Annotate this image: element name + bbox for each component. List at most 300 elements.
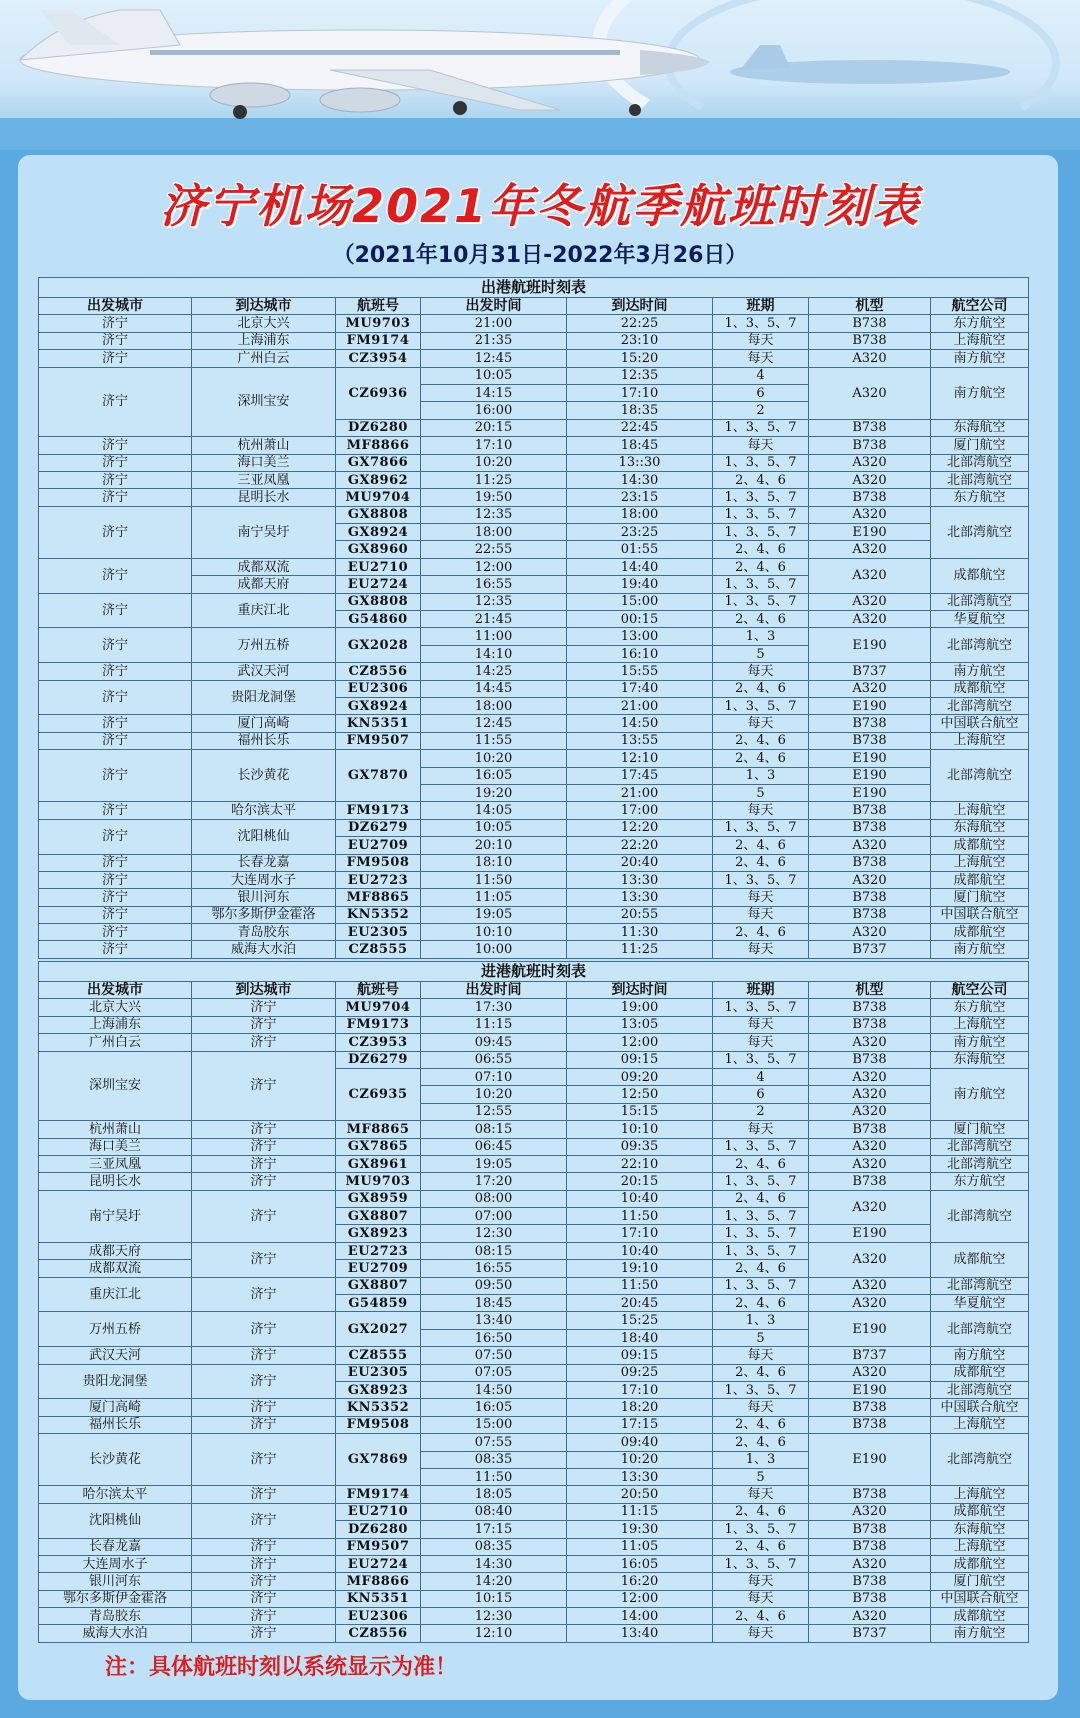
flight-cell: CZ8556 [336, 1625, 421, 1642]
flight-cell: 16:55 [421, 1260, 567, 1277]
flight-cell: 南方航空 [931, 1068, 1029, 1120]
flight-cell: A320 [809, 1242, 931, 1277]
flight-cell: 贵阳龙洞堡 [192, 680, 336, 715]
flight-cell: 1、3、5、7 [713, 576, 809, 593]
flight-row [39, 1573, 1029, 1590]
flight-cell: 北部湾航空 [931, 750, 1029, 802]
flight-cell: 济宁 [192, 1625, 336, 1642]
flight-cell: B738 [809, 332, 931, 349]
flight-cell: 13:55 [567, 732, 713, 749]
flight-cell: 15:00 [421, 1416, 567, 1433]
flight-cell: 每天 [713, 1034, 809, 1051]
flight-cell: 每天 [713, 663, 809, 680]
flight-cell: 14:05 [421, 802, 567, 819]
flight-cell: 济宁 [39, 332, 192, 349]
flight-row [39, 593, 1029, 610]
flight-cell: A320 [809, 1364, 931, 1381]
flight-cell: 14:30 [567, 471, 713, 488]
flight-cell: 上海航空 [931, 1486, 1029, 1503]
flight-cell: 16:50 [421, 1329, 567, 1346]
flight-cell: 12:00 [567, 1590, 713, 1607]
flight-cell: 万州五桥 [192, 628, 336, 663]
flight-cell: DZ6279 [336, 1051, 421, 1068]
flight-cell: B738 [809, 732, 931, 749]
flight-cell: 08:40 [421, 1503, 567, 1520]
flight-cell: E190 [809, 1434, 931, 1486]
flight-cell: 22:45 [567, 419, 713, 436]
flight-cell: 2、4、6 [713, 1538, 809, 1555]
flight-row [39, 854, 1029, 871]
flight-cell: GX8960 [336, 541, 421, 558]
flight-cell: EU2724 [336, 576, 421, 593]
flight-cell: 09:35 [567, 1138, 713, 1155]
departures-table [38, 277, 1029, 959]
flight-row [39, 871, 1029, 888]
flight-cell: 20:15 [421, 419, 567, 436]
flight-cell: CZ8556 [336, 663, 421, 680]
flight-cell: 10:05 [421, 367, 567, 384]
flight-cell: 济宁 [39, 871, 192, 888]
flight-cell: GX2027 [336, 1312, 421, 1347]
flight-cell: A320 [809, 871, 931, 888]
flight-cell: 北部湾航空 [931, 1138, 1029, 1155]
flight-cell: 东方航空 [931, 489, 1029, 506]
flight-cell: 1、3、5、7 [713, 999, 809, 1016]
flight-cell: 中国联合航空 [931, 1590, 1029, 1607]
flight-cell: 每天 [713, 1573, 809, 1590]
flight-cell: 济宁 [39, 889, 192, 906]
flight-cell: 07:50 [421, 1347, 567, 1364]
flight-cell: 13:30 [567, 1468, 713, 1485]
flight-cell: B738 [809, 1538, 931, 1555]
flight-cell: 21:45 [421, 611, 567, 628]
flight-cell: A320 [809, 454, 931, 471]
flight-cell: CZ6935 [336, 1068, 421, 1120]
flight-row [39, 367, 1029, 384]
flight-cell: 21:00 [567, 784, 713, 801]
flight-cell: 22:55 [421, 541, 567, 558]
flight-cell: FM9507 [336, 732, 421, 749]
flight-cell: 15:55 [567, 663, 713, 680]
flight-cell: E190 [809, 750, 931, 767]
flight-cell: 济宁 [192, 1173, 336, 1190]
flight-cell: A320 [809, 350, 931, 367]
flight-cell: A320 [809, 367, 931, 419]
flight-cell: 09:25 [567, 1364, 713, 1381]
flight-cell: E190 [809, 628, 931, 663]
flight-cell: 济宁 [192, 1016, 336, 1033]
flight-cell: 13:30 [567, 889, 713, 906]
flight-cell: 贵阳龙洞堡 [39, 1364, 192, 1399]
flight-cell: 10:40 [567, 1242, 713, 1259]
arrivals-header-row [39, 982, 1029, 999]
flight-row [39, 1034, 1029, 1051]
flight-cell: 东海航空 [931, 419, 1029, 436]
flight-cell: A320 [809, 1138, 931, 1155]
col-header: 到达时间 [567, 982, 713, 999]
flight-cell: 中国联合航空 [931, 1399, 1029, 1416]
flight-cell: E190 [809, 767, 931, 784]
flight-cell: 济宁 [39, 367, 192, 437]
flight-cell: EU2723 [336, 1242, 421, 1259]
flight-row [39, 1347, 1029, 1364]
flight-cell: 上海航空 [931, 802, 1029, 819]
flight-cell: 2、4、6 [713, 1295, 809, 1312]
flight-cell: 07:55 [421, 1434, 567, 1451]
flight-row [39, 1173, 1029, 1190]
flight-cell: 12:10 [567, 750, 713, 767]
flight-cell: 成都航空 [931, 1364, 1029, 1381]
flight-cell: B738 [809, 1416, 931, 1433]
flight-cell: 东海航空 [931, 1521, 1029, 1538]
flight-cell: 万州五桥 [39, 1312, 192, 1347]
flight-cell: 济宁 [192, 1121, 336, 1138]
flight-cell: 每天 [713, 437, 809, 454]
flight-cell: 11:05 [421, 889, 567, 906]
flight-cell: 济宁 [39, 628, 192, 663]
flight-cell: 22:20 [567, 837, 713, 854]
flight-cell: EU2723 [336, 871, 421, 888]
flight-cell: 每天 [713, 715, 809, 732]
flight-cell: 每天 [713, 1399, 809, 1416]
flight-cell: 华夏航空 [931, 611, 1029, 628]
flight-cell: 18:10 [421, 854, 567, 871]
flight-cell: 济宁 [39, 854, 192, 871]
flight-row [39, 941, 1029, 958]
flight-row [39, 750, 1029, 767]
flight-cell: B738 [809, 419, 931, 436]
flight-row [39, 1121, 1029, 1138]
flight-cell: 16:00 [421, 402, 567, 419]
flight-cell: 18:45 [421, 1295, 567, 1312]
col-header: 班期 [713, 298, 809, 315]
flight-cell: 上海航空 [931, 732, 1029, 749]
airport-banner [0, 0, 1080, 150]
flight-cell: 08:15 [421, 1242, 567, 1259]
flight-cell: 济宁 [192, 1555, 336, 1572]
flight-cell: 每天 [713, 1121, 809, 1138]
col-header: 班期 [713, 982, 809, 999]
flight-row [39, 1434, 1029, 1451]
flight-cell: CZ8555 [336, 941, 421, 958]
flight-cell: DZ6280 [336, 419, 421, 436]
col-header: 航班号 [336, 298, 421, 315]
flight-cell: 12:45 [421, 350, 567, 367]
flight-cell: MU9703 [336, 1173, 421, 1190]
flight-cell: 20:50 [567, 1486, 713, 1503]
flight-cell: B738 [809, 489, 931, 506]
flight-cell: 济宁 [39, 593, 192, 628]
flight-cell: 2 [713, 1103, 809, 1120]
flight-cell: GX8924 [336, 697, 421, 714]
flight-cell: 成都双流 [192, 558, 336, 575]
flight-cell: 2、4、6 [713, 732, 809, 749]
flight-cell: 18:35 [567, 402, 713, 419]
flight-cell: 成都航空 [931, 558, 1029, 593]
flight-cell: 12:00 [567, 1034, 713, 1051]
flight-cell: 南宁吴圩 [39, 1190, 192, 1242]
flight-cell: 济宁 [192, 999, 336, 1016]
flight-cell: 北部湾航空 [931, 1277, 1029, 1294]
airplane-icon [0, 0, 1080, 150]
flight-cell: 东海航空 [931, 1051, 1029, 1068]
flight-cell: 10:15 [421, 1590, 567, 1607]
flight-cell: 14:20 [421, 1573, 567, 1590]
flight-cell: MU9704 [336, 999, 421, 1016]
flight-cell: B738 [809, 1590, 931, 1607]
flight-cell: 09:40 [567, 1434, 713, 1451]
flight-row [39, 1051, 1029, 1068]
flight-cell: 17:10 [567, 1225, 713, 1242]
flight-cell: GX8959 [336, 1190, 421, 1207]
col-header: 出发城市 [39, 298, 192, 315]
flight-cell: 南方航空 [931, 1034, 1029, 1051]
flight-cell: 北部湾航空 [931, 471, 1029, 488]
flight-cell: 17:15 [421, 1521, 567, 1538]
flight-cell: 中国联合航空 [931, 715, 1029, 732]
flight-cell: 1、3、5、7 [713, 1225, 809, 1242]
flight-cell: 10:20 [421, 1086, 567, 1103]
flight-cell: A320 [809, 1608, 931, 1625]
flight-cell: 10:40 [567, 1190, 713, 1207]
flight-cell: B738 [809, 1573, 931, 1590]
flight-cell: 2、4、6 [713, 680, 809, 697]
flight-cell: A320 [809, 1068, 931, 1085]
flight-cell: 09:50 [421, 1277, 567, 1294]
flight-cell: FM9173 [336, 1016, 421, 1033]
flight-cell: 00:15 [567, 611, 713, 628]
flight-cell: B737 [809, 1625, 931, 1642]
flight-cell: 青岛胶东 [192, 924, 336, 941]
flight-cell: 06:55 [421, 1051, 567, 1068]
flight-cell: E190 [809, 1225, 931, 1242]
flight-cell: 1、3、5、7 [713, 315, 809, 332]
flight-cell: 18:00 [567, 506, 713, 523]
flight-cell: 08:00 [421, 1190, 567, 1207]
flight-cell: 07:10 [421, 1068, 567, 1085]
flight-cell: 09:15 [567, 1347, 713, 1364]
flight-cell: 济宁 [39, 715, 192, 732]
flight-cell: 11:15 [567, 1503, 713, 1520]
flight-cell: 2、4、6 [713, 1155, 809, 1172]
flight-cell: MF8865 [336, 889, 421, 906]
flight-cell: GX7870 [336, 750, 421, 802]
flight-cell: 06:45 [421, 1138, 567, 1155]
flight-cell: MF8866 [336, 437, 421, 454]
flight-cell: 15:15 [567, 1103, 713, 1120]
flight-cell: 鄂尔多斯伊金霍洛 [192, 906, 336, 923]
flight-cell: B738 [809, 1486, 931, 1503]
flight-cell: 17:10 [567, 1381, 713, 1398]
flight-cell: 中国联合航空 [931, 906, 1029, 923]
flight-cell: 1、3、5、7 [713, 419, 809, 436]
flight-cell: 13:00 [567, 628, 713, 645]
flight-cell: 20:40 [567, 854, 713, 871]
flight-cell: 19:00 [567, 999, 713, 1016]
flight-cell: 17:40 [567, 680, 713, 697]
flight-cell: 2、4、6 [713, 1608, 809, 1625]
flight-cell: 2、4、6 [713, 611, 809, 628]
flight-row [39, 332, 1029, 349]
flight-cell: 01:55 [567, 541, 713, 558]
flight-cell: GX8807 [336, 1208, 421, 1225]
flight-cell: 济宁 [192, 1399, 336, 1416]
flight-cell: B738 [809, 802, 931, 819]
flight-cell: 19:30 [567, 1521, 713, 1538]
flight-cell: 17:15 [567, 1416, 713, 1433]
flight-cell: 17:20 [421, 1173, 567, 1190]
flight-cell: 14:00 [567, 1608, 713, 1625]
flight-cell: 厦门航空 [931, 889, 1029, 906]
flight-cell: 济宁 [39, 924, 192, 941]
flight-cell: E190 [809, 524, 931, 541]
flight-cell: GX8808 [336, 506, 421, 523]
flight-cell: MU9704 [336, 489, 421, 506]
flight-cell: 济宁 [192, 1155, 336, 1172]
flight-cell: 1、3、5、7 [713, 819, 809, 836]
flight-cell: 济宁 [39, 437, 192, 454]
flight-cell: 每天 [713, 350, 809, 367]
flight-cell: 济宁 [192, 1347, 336, 1364]
flight-cell: 北部湾航空 [931, 628, 1029, 663]
flight-cell: 济宁 [192, 1364, 336, 1399]
flight-row [39, 1242, 1029, 1259]
flight-cell: 上海航空 [931, 854, 1029, 871]
flight-cell: 2、4、6 [713, 837, 809, 854]
flight-cell: 成都航空 [931, 1503, 1029, 1520]
flight-cell: 厦门航空 [931, 437, 1029, 454]
flight-cell: 济宁 [39, 819, 192, 854]
footnote: 注：具体航班时刻以系统显示为准！ [105, 1655, 458, 1680]
flight-cell: KN5351 [336, 1590, 421, 1607]
flight-cell: 5 [713, 1468, 809, 1485]
flight-cell: CZ3954 [336, 350, 421, 367]
flight-cell: 威海大水泊 [39, 1625, 192, 1642]
flight-cell: 每天 [713, 1347, 809, 1364]
flight-cell: A320 [809, 471, 931, 488]
flight-row [39, 1555, 1029, 1572]
flight-cell: 19:50 [421, 489, 567, 506]
flight-cell: 武汉天河 [192, 663, 336, 680]
flight-cell: 成都双流 [39, 1260, 192, 1277]
flight-cell: 深圳宝安 [192, 367, 336, 437]
flight-cell: 济宁 [192, 1503, 336, 1538]
flight-cell: 07:05 [421, 1364, 567, 1381]
flight-cell: B738 [809, 1521, 931, 1538]
flight-cell: 济宁 [39, 906, 192, 923]
flight-cell: 每天 [713, 889, 809, 906]
flight-cell: A320 [809, 924, 931, 941]
flight-cell: A320 [809, 1277, 931, 1294]
flight-cell: A320 [809, 1295, 931, 1312]
flight-cell: 19:10 [567, 1260, 713, 1277]
col-header: 航空公司 [931, 298, 1029, 315]
flight-row [39, 1503, 1029, 1520]
flight-cell: KN5352 [336, 1399, 421, 1416]
flight-cell: 11:00 [421, 628, 567, 645]
flight-cell: 北部湾航空 [931, 506, 1029, 558]
flight-cell: 2、4、6 [713, 1260, 809, 1277]
flight-row [39, 1399, 1029, 1416]
flight-cell: 1、3 [713, 1312, 809, 1329]
flight-cell: 17:45 [567, 767, 713, 784]
flight-cell: 三亚凤凰 [192, 471, 336, 488]
flight-row [39, 802, 1029, 819]
flight-cell: EU2305 [336, 1364, 421, 1381]
flight-cell: 厦门航空 [931, 1573, 1029, 1590]
flight-cell: 14:30 [421, 1555, 567, 1572]
flight-cell: GX7866 [336, 454, 421, 471]
flight-cell: 每天 [713, 906, 809, 923]
flight-cell: E190 [809, 1381, 931, 1398]
flight-cell: 1、3、5、7 [713, 1277, 809, 1294]
flight-cell: 08:35 [421, 1451, 567, 1468]
flight-cell: 23:25 [567, 524, 713, 541]
flight-cell: 2、4、6 [713, 750, 809, 767]
flight-cell: 16:05 [421, 767, 567, 784]
flight-cell: 17:00 [567, 802, 713, 819]
flight-cell: 济宁 [39, 941, 192, 958]
flight-cell: B738 [809, 715, 931, 732]
flight-cell: 济宁 [39, 350, 192, 367]
flight-cell: 大连周水子 [39, 1555, 192, 1572]
flight-cell: 14:50 [567, 715, 713, 732]
flight-cell: 鄂尔多斯伊金霍洛 [39, 1590, 192, 1607]
flight-cell: 每天 [713, 332, 809, 349]
flight-cell: E190 [809, 1312, 931, 1347]
flight-cell: 2、4、6 [713, 1190, 809, 1207]
flight-cell: CZ3953 [336, 1034, 421, 1051]
flight-cell: 南方航空 [931, 1347, 1029, 1364]
flight-cell: 11:55 [421, 732, 567, 749]
flight-cell: 济宁 [192, 1486, 336, 1503]
flight-cell: 10:20 [421, 750, 567, 767]
flight-cell: MU9703 [336, 315, 421, 332]
flight-cell: 08:35 [421, 1538, 567, 1555]
flight-cell: 13::30 [567, 454, 713, 471]
flight-row [39, 906, 1029, 923]
flight-cell: 成都航空 [931, 1608, 1029, 1625]
date-range: （2021年10月31日-2022年3月26日） [332, 243, 748, 268]
flight-cell: FM9174 [336, 1486, 421, 1503]
flight-cell: 福州长乐 [192, 732, 336, 749]
flight-cell: 4 [713, 1068, 809, 1085]
flight-cell: 16:20 [567, 1573, 713, 1590]
flight-cell: 12:10 [421, 1625, 567, 1642]
flight-cell: 济宁 [192, 1416, 336, 1433]
flight-cell: 广州白云 [192, 350, 336, 367]
flight-cell: 12:35 [421, 506, 567, 523]
flight-cell: A320 [809, 1190, 931, 1225]
flight-cell: 12:00 [421, 558, 567, 575]
flight-cell: 成都航空 [931, 924, 1029, 941]
col-header: 到达时间 [567, 298, 713, 315]
flight-cell: 南方航空 [931, 941, 1029, 958]
flight-cell: DZ6280 [336, 1521, 421, 1538]
flight-cell: 10:05 [421, 819, 567, 836]
flight-cell: 2、4、6 [713, 541, 809, 558]
flight-cell: 19:40 [567, 576, 713, 593]
flight-cell: 12:45 [421, 715, 567, 732]
flight-cell: B738 [809, 1016, 931, 1033]
flight-cell: 20:55 [567, 906, 713, 923]
flight-cell: 14:45 [421, 680, 567, 697]
flight-cell: 济宁 [39, 471, 192, 488]
flight-cell: 2、4、6 [713, 1434, 809, 1451]
flight-cell: 20:15 [567, 1173, 713, 1190]
flight-cell: 4 [713, 367, 809, 384]
flight-cell: 19:05 [421, 906, 567, 923]
